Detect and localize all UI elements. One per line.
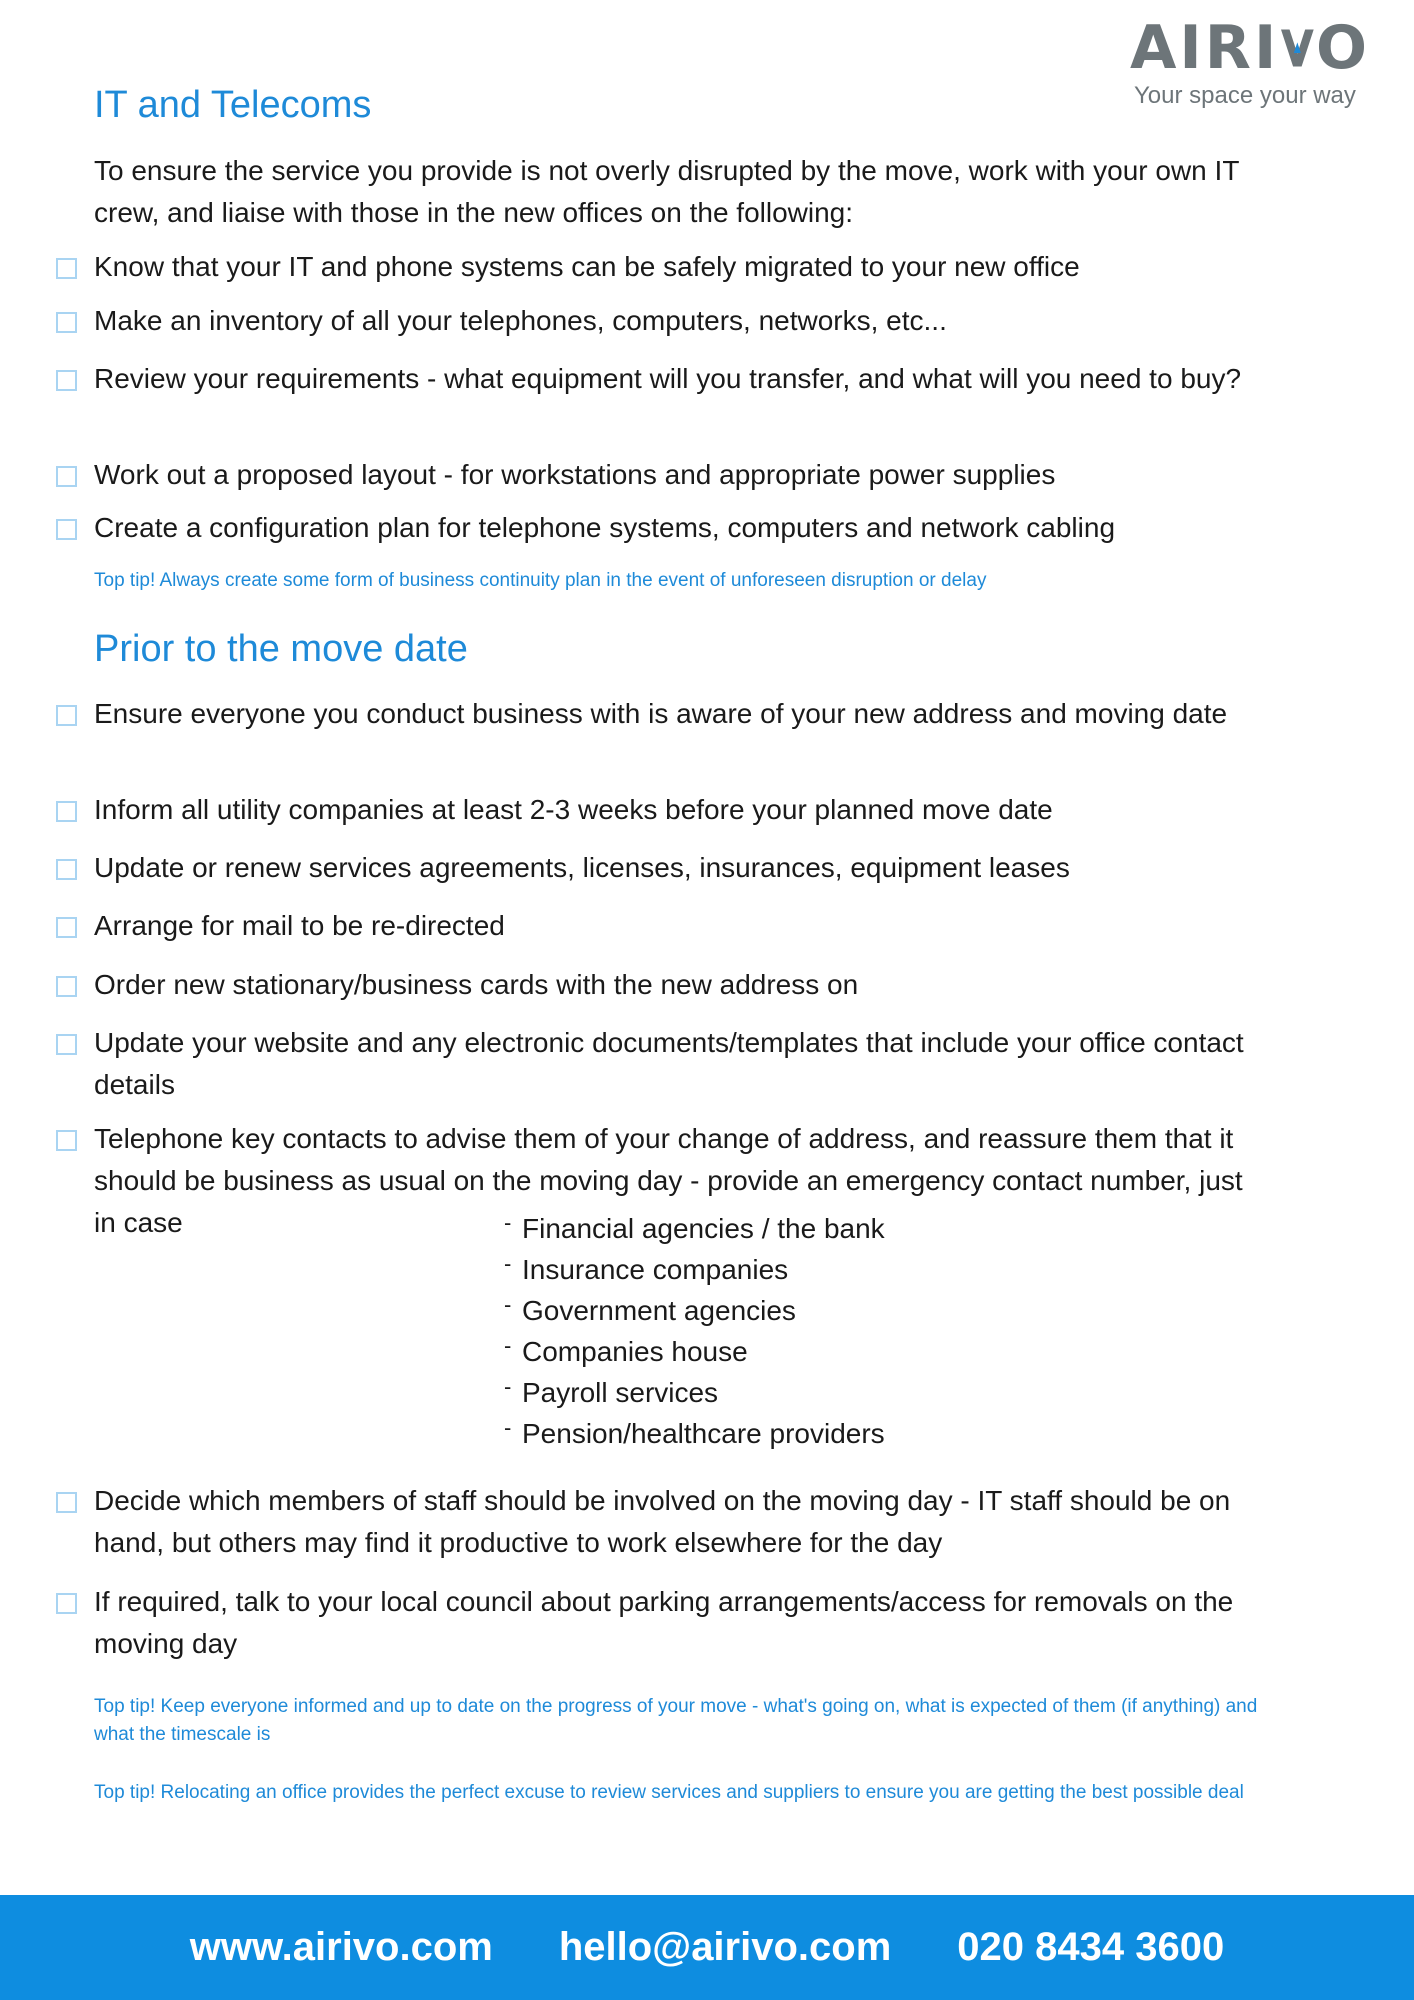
checklist-item-text: Ensure everyone you conduct business with is aware of your new address and moving date: [94, 698, 1228, 729]
list-item: - Pension/healthcare providers: [504, 1415, 885, 1449]
logo-wordmark: [1130, 13, 1370, 83]
checkbox[interactable]: [56, 1130, 77, 1151]
top-tip: Top tip! Relocating an office provides the perfect excuse to review services and suppliers to ensure you are getting the best possible deal: [94, 1782, 1244, 1803]
checkbox[interactable]: [56, 801, 77, 822]
checklist-item-text: Work out a proposed layout - for workstations and appropriate power supplies: [94, 459, 1056, 490]
checklist-item-text: Inform all utility companies at least 2-3 weeks before your planned move date: [94, 794, 1053, 825]
checkbox[interactable]: [56, 859, 77, 880]
airivo-logo: [1130, 13, 1370, 110]
logo-text-start: AIRI: [1130, 13, 1280, 83]
checklist-item-text: Review your requirements - what equipment will you transfer, and what will you need to buy?: [94, 363, 1242, 394]
checklist-item-text: Update or renew services agreements, licenses, insurances, equipment leases: [94, 852, 1070, 883]
website-link[interactable]: www.airivo.com: [189, 1925, 493, 1969]
email-link[interactable]: hello@airivo.com: [558, 1925, 892, 1969]
checkbox[interactable]: [56, 1492, 77, 1513]
section-title-it: IT and Telecoms: [94, 84, 372, 126]
checklist-item-text: Make an inventory of all your telephones, computers, networks, etc...: [94, 305, 947, 336]
checklist-item-text: If required, talk to your local council about parking arrangements/access for removals on the moving day: [94, 1586, 1234, 1659]
section-title-prior: Prior to the move date: [94, 628, 468, 670]
checkbox[interactable]: [56, 370, 77, 391]
checklist-item-text: Update your website and any electronic documents/templates that include your office contact details: [94, 1027, 1244, 1100]
checkbox[interactable]: [56, 258, 77, 279]
checkbox[interactable]: [56, 1034, 77, 1055]
top-tip: Top tip! Keep everyone informed and up to date on the progress of your move - what's going on, what is expected of them (if anything) and what the timescale is: [94, 1696, 1258, 1745]
logo-text-end: O: [1315, 13, 1370, 83]
list-item: - Payroll services: [504, 1374, 719, 1408]
checklist-item-text: Create a configuration plan for telephone systems, computers and network cabling: [94, 512, 1116, 543]
checkbox[interactable]: [56, 917, 77, 938]
checkbox[interactable]: [56, 1593, 77, 1614]
logo-tagline: Your space your way: [1134, 82, 1356, 109]
phone-number[interactable]: 020 8434 3600: [957, 1925, 1225, 1969]
checkbox[interactable]: [56, 976, 77, 997]
checklist-item-text: Telephone key contacts to advise them of your change of address, and reassure them that it should be business as usual on the moving day - provide an emergency contact number, just in case: [94, 1123, 1243, 1238]
logo-v-mark-icon: [1281, 22, 1314, 74]
checklist-item-text: Order new stationary/business cards with the new address on: [94, 969, 859, 1000]
top-tip: Top tip! Always create some form of business continuity plan in the event of unforeseen disruption or delay: [94, 570, 987, 591]
list-item: - Financial agencies / the bank: [504, 1210, 885, 1244]
list-item: - Government agencies: [504, 1292, 796, 1326]
checklist-item-text: Arrange for mail to be re-directed: [94, 910, 505, 941]
checklist-item-text: Decide which members of staff should be involved on the moving day - IT staff should be on hand, but others may find it productive to work elsewhere for the day: [94, 1485, 1231, 1558]
checklist-item-text: Know that your IT and phone systems can be safely migrated to your new office: [94, 251, 1080, 282]
contact-footer: [0, 1895, 1414, 2000]
checkbox[interactable]: [56, 312, 77, 333]
list-item: - Companies house: [504, 1333, 748, 1367]
key-contacts-list: [504, 1208, 1004, 1454]
checkbox[interactable]: [56, 705, 77, 726]
checkbox[interactable]: [56, 519, 77, 540]
it-intro: To ensure the service you provide is not overly disrupted by the move, work with your own IT crew, and liaise with those in the new offices on the following:: [94, 155, 1239, 228]
checkbox[interactable]: [56, 466, 77, 487]
list-item: - Insurance companies: [504, 1251, 789, 1285]
